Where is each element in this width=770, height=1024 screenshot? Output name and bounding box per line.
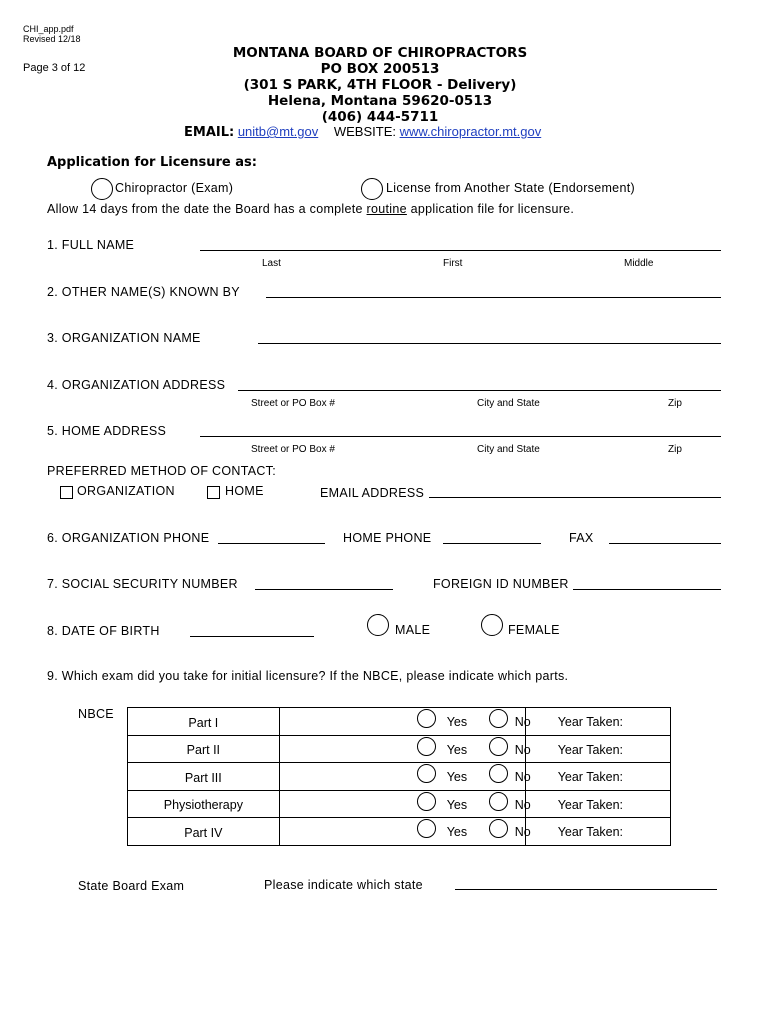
application-title: Application for Licensure as:	[47, 155, 257, 170]
home-address-field[interactable]	[200, 436, 721, 437]
organization-name-field[interactable]	[258, 343, 721, 344]
nbce-table	[127, 707, 671, 846]
nbce-part-i-yes-radio[interactable]	[417, 709, 436, 728]
nbce-part-cell	[128, 708, 280, 736]
contact-home-label: HOME	[225, 484, 264, 498]
nbce-part-label: Physiotherapy	[163, 798, 243, 813]
contact-organization-checkbox[interactable]	[60, 486, 73, 499]
endorsement-label: License from Another State (Endorsement)	[386, 181, 635, 195]
nbce-part-label: Part III	[184, 770, 222, 785]
home-phone-field[interactable]	[443, 543, 541, 544]
no-label: No	[514, 715, 531, 729]
state-board-exam-label: State Board Exam	[78, 879, 185, 893]
nbce-physiotherapy-yes-radio[interactable]	[417, 792, 436, 811]
no-label: No	[514, 797, 531, 812]
other-names-label: 2. OTHER NAME(S) KNOWN BY	[47, 285, 240, 299]
nbce-part-iv-no-radio[interactable]	[489, 819, 508, 838]
processing-notice	[47, 202, 574, 216]
phone-number: (406) 444-5711	[321, 109, 439, 125]
date-of-birth-label: 8. DATE OF BIRTH	[47, 624, 160, 638]
website-label: WEBSITE:	[333, 124, 396, 139]
nbce-row	[128, 790, 671, 818]
nbce-row	[128, 763, 671, 791]
yes-label: Yes	[446, 742, 468, 757]
home-zip-caption: Zip	[668, 444, 682, 455]
email-address-field[interactable]	[429, 497, 721, 498]
male-label: MALE	[395, 623, 431, 637]
date-of-birth-field[interactable]	[190, 636, 314, 637]
ssn-field[interactable]	[255, 589, 393, 590]
org-city-caption: City and State	[477, 398, 540, 409]
email-link[interactable]: unitb@mt.gov	[237, 124, 319, 139]
yes-label: Yes	[446, 825, 468, 839]
board-name: MONTANA BOARD OF CHIROPRACTORS	[232, 45, 528, 61]
chiropractor-exam-radio[interactable]	[91, 178, 113, 200]
notice-text: Allow 14 days from the date the Board has a complete	[47, 202, 367, 216]
year-taken-label: Year Taken:	[557, 770, 624, 784]
revision-date: Revised 12/18	[23, 34, 81, 44]
home-phone-label: HOME PHONE	[343, 531, 432, 545]
other-names-field[interactable]	[266, 297, 721, 298]
home-address-label: 5. HOME ADDRESS	[47, 424, 167, 438]
nbce-part-i-no-radio[interactable]	[489, 709, 508, 728]
nbce-answer-cell	[279, 790, 624, 818]
male-radio[interactable]	[367, 614, 389, 636]
female-label: FEMALE	[508, 623, 560, 637]
email-address-label: EMAIL ADDRESS	[320, 486, 425, 500]
preferred-contact-label: PREFERRED METHOD OF CONTACT:	[47, 464, 277, 478]
last-name-caption: Last	[262, 258, 281, 269]
email-label: EMAIL:	[184, 125, 235, 140]
home-city-caption: City and State	[477, 444, 540, 455]
nbce-part-label: Part IV	[184, 825, 223, 840]
yes-label: Yes	[446, 770, 468, 784]
nbce-answer-cell	[279, 763, 624, 791]
notice-text-end: application file for licensure.	[406, 202, 575, 216]
full-name-field[interactable]	[200, 250, 721, 251]
nbce-row	[128, 708, 671, 736]
nbce-answer-cell	[279, 708, 624, 736]
year-taken-label: Year Taken:	[557, 742, 624, 757]
nbce-part-iii-no-radio[interactable]	[489, 764, 508, 783]
contact-organization-label: ORGANIZATION	[77, 484, 175, 498]
nbce-part-label: Part II	[186, 743, 221, 758]
indicate-state-label: Please indicate which state	[264, 878, 423, 892]
po-box: PO BOX 200513	[320, 61, 440, 77]
org-zip-caption: Zip	[668, 398, 682, 409]
endorsement-radio[interactable]	[361, 178, 383, 200]
org-street-caption: Street or PO Box #	[251, 398, 335, 409]
nbce-part-label: Part I	[188, 715, 219, 730]
state-field[interactable]	[455, 889, 717, 890]
nbce-part-iii-yes-radio[interactable]	[417, 764, 436, 783]
nbce-part-ii-yes-radio[interactable]	[417, 737, 436, 756]
website-link[interactable]: www.chiropractor.mt.gov	[399, 124, 542, 139]
home-street-caption: Street or PO Box #	[251, 444, 335, 455]
delivery-address: (301 S PARK, 4TH FLOOR - Delivery)	[243, 77, 517, 93]
file-name: CHI_app.pdf	[23, 24, 74, 34]
nbce-part-iv-yes-radio[interactable]	[417, 819, 436, 838]
nbce-physiotherapy-no-radio[interactable]	[489, 792, 508, 811]
organization-address-field[interactable]	[238, 390, 721, 391]
nbce-part-cell	[128, 763, 280, 791]
notice-routine: routine	[366, 202, 407, 216]
ssn-label: 7. SOCIAL SECURITY NUMBER	[47, 577, 238, 591]
city-state-zip: Helena, Montana 59620-0513	[267, 93, 493, 109]
full-name-label: 1. FULL NAME	[47, 238, 135, 252]
nbce-row	[128, 735, 671, 763]
nbce-label: NBCE	[78, 707, 114, 721]
no-label: No	[514, 742, 531, 757]
organization-name-label: 3. ORGANIZATION NAME	[47, 331, 201, 345]
organization-phone-label: 6. ORGANIZATION PHONE	[47, 531, 210, 545]
no-label: No	[514, 825, 531, 839]
exam-question: 9. Which exam did you take for initial licensure? If the NBCE, please indicate which parts.	[47, 669, 569, 683]
female-radio[interactable]	[481, 614, 503, 636]
organization-address-label: 4. ORGANIZATION ADDRESS	[47, 378, 226, 392]
contact-home-checkbox[interactable]	[207, 486, 220, 499]
first-name-caption: First	[443, 258, 463, 269]
nbce-part-cell	[128, 735, 280, 763]
nbce-part-ii-no-radio[interactable]	[489, 737, 508, 756]
fax-field[interactable]	[609, 543, 721, 544]
nbce-row	[128, 818, 671, 846]
organization-phone-field[interactable]	[218, 543, 325, 544]
contact-line	[184, 124, 541, 140]
foreign-id-label: FOREIGN ID NUMBER	[433, 577, 569, 591]
middle-name-caption: Middle	[624, 258, 654, 269]
year-taken-label: Year Taken:	[557, 715, 624, 729]
no-label: No	[514, 770, 531, 784]
yes-label: Yes	[446, 797, 468, 812]
nbce-answer-cell	[279, 818, 624, 846]
nbce-part-cell	[128, 790, 280, 818]
fax-label: FAX	[569, 531, 594, 545]
foreign-id-field[interactable]	[573, 589, 721, 590]
page-number: Page 3 of 12	[23, 62, 86, 74]
yes-label: Yes	[446, 715, 468, 729]
year-taken-label: Year Taken:	[557, 825, 624, 839]
chiropractor-exam-label: Chiropractor (Exam)	[115, 181, 234, 195]
year-taken-label: Year Taken:	[557, 797, 624, 812]
nbce-answer-cell	[279, 735, 624, 763]
nbce-part-cell	[128, 818, 280, 846]
